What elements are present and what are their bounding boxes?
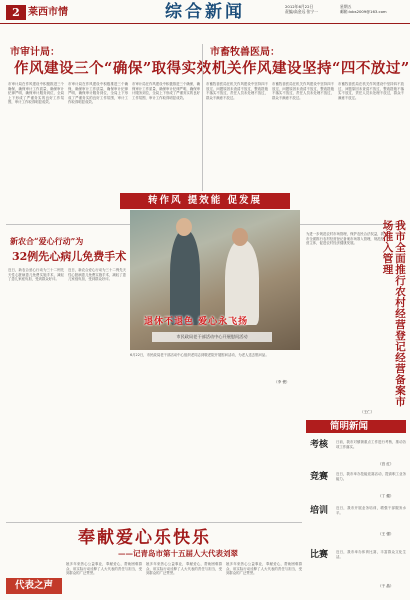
brief-body: 近日，我市举办技能竞赛活动，提高职工业务能力。 xyxy=(336,472,406,481)
story2-headline: 机关作风建设坚持“四不放过” xyxy=(212,60,410,77)
story2-body-col2: 市畜牧兽医局在机关作风建设中坚持四不放过，问题原因未查清不放过，整改措施不落实不放过，责任人员未处理不放过，群众不满意不放过。 xyxy=(272,82,334,100)
person-head xyxy=(176,218,192,236)
story4-body-col3: 她多年来热心公益事业，奉献爱心，帮助困难群众，用实际行动诠释了人大代表的责任与担当，受到群众的广泛赞誉。 xyxy=(226,562,302,576)
photo-caption: 市民政局老干部活动中心开展慰问活动 xyxy=(152,332,272,342)
side-story-credit: （王仁） xyxy=(360,410,375,414)
person-head xyxy=(232,228,248,246)
story4-subhead: ——记青岛市第十五届人大代表刘翠 xyxy=(118,549,238,558)
editor-line: 责编/高金远 张宁一 xyxy=(285,9,318,14)
page-title: 综合新闻 xyxy=(165,2,245,22)
story1-body-col2: 市审计局在作风建设中积极推进三个确保，确保审计工作质量，确保审计纪律严明，确保审计服务到位，全局上下形成了严谨务实的良好工作氛围，审计工作取得明显成效。 xyxy=(68,82,128,105)
story2-kicker: 市畜牧兽医局： xyxy=(210,47,280,58)
news-photo xyxy=(130,210,300,350)
story4-body-col2: 她多年来热心公益事业，奉献爱心，帮助困难群众，用实际行动诠释了人大代表的责任与担当，受到群众的广泛赞誉。 xyxy=(146,562,222,576)
section-divider xyxy=(6,522,302,523)
edition-info xyxy=(340,4,387,14)
story3-kicker: 新农合“爱心行动”为 xyxy=(10,236,84,246)
brief-body: 近日，我市开展业务培训，增强干部服务水平。 xyxy=(336,506,406,515)
brief-credit: （于 晶） xyxy=(378,584,394,588)
story2-body-col3: 市畜牧兽医局在机关作风建设中坚持四不放过，问题原因未查清不放过，整改措施不落实不放过，责任人员未处理不放过，群众不满意不放过。 xyxy=(338,82,404,100)
story2-body-col1: 市畜牧兽医局在机关作风建设中坚持四不放过，问题原因未查清不放过，整改措施不落实不放过，责任人员未处理不放过，群众不满意不放过。 xyxy=(206,82,268,100)
brief-body: 近日，我市举办体育比赛，丰富群众文化生活。 xyxy=(336,550,406,559)
story4-body-col1: 她多年来热心公益事业，奉献爱心，帮助困难群众，用实际行动诠释了人大代表的责任与担当，受到群众的广泛赞誉。 xyxy=(66,562,142,576)
story3-body-col1: 近日，新农合爱心行动为三十二例先天性心脏病患儿免费实施手术，减轻了患儿家庭负担，受到群众好评。 xyxy=(8,268,64,282)
photo-slogan: 退休不退色 爱心永飞扬 xyxy=(144,317,249,327)
date-line: 2012年6月22日 xyxy=(285,4,314,9)
section-name: 莱西市情 xyxy=(28,7,68,18)
page-number: 2 xyxy=(6,5,26,20)
briefs-title: 简明新闻 xyxy=(330,421,369,432)
story4-headline: 奉献爱心乐快乐 xyxy=(78,528,211,548)
story3-headline: 32例先心病儿免费手术 xyxy=(12,250,127,263)
brief-credit: （王 强） xyxy=(378,532,394,536)
side-story-body: 为进一步规范农村市场管理，保护农民合法权益，我市全面推行农村经营登记备案市场准入管理，规范经营主体，促进农村经济健康发展。 xyxy=(306,232,384,246)
slogan-banner: 转作风 提效能 促发展 xyxy=(120,193,290,209)
story1-body-col1: 市审计局在作风建设中积极推进三个确保，确保审计工作质量，确保审计纪律严明，确保审计服务到位，全局上下形成了严谨务实的良好工作氛围，审计工作取得明显成效。 xyxy=(8,82,64,105)
story1-kicker: 市审计局： xyxy=(10,47,60,58)
person-figure xyxy=(225,240,259,325)
photo-note: 6月22日，市民政局老干部活动中心组织老同志到敬老院开展慰问活动，为老人送去慰问品。 xyxy=(130,353,269,357)
photo-credit: （李 俊） xyxy=(274,380,290,384)
column-divider xyxy=(202,44,203,191)
brief-credit: （丁 健） xyxy=(378,494,394,498)
issue-date xyxy=(285,4,318,14)
brief-heading: 竞赛 xyxy=(310,472,329,482)
brief-credit: （宫 红） xyxy=(378,462,394,466)
brief-heading: 考核 xyxy=(310,440,329,450)
column-label: 代表之声 xyxy=(6,578,62,594)
weekday: 星期五 xyxy=(340,4,352,9)
side-story-title: 我市全面推行农村经营登记经营备案市场准入管理 xyxy=(381,220,406,407)
story3-body-col2: 近日，新农合爱心行动为三十二例先天性心脏病患儿免费实施手术，减轻了患儿家庭负担，受到群众好评。 xyxy=(68,268,126,282)
brief-heading: 培训 xyxy=(310,506,329,516)
story1-headline: 作风建设三个“确保”取得实效 xyxy=(14,60,212,77)
story1-body-col3: 市审计局在作风建设中积极推进三个确保，确保审计工作质量，确保审计纪律严明，确保审计服务到位，全局上下形成了严谨务实的良好工作氛围，审计工作取得明显成效。 xyxy=(132,82,200,100)
brief-body: 日前，我市对镇街重点工作进行考核，推动各项工作落实。 xyxy=(336,440,406,449)
email: 邮箱:lxbs2009@163.com xyxy=(340,9,387,14)
person-figure xyxy=(170,230,200,325)
brief-heading: 比赛 xyxy=(310,550,329,560)
